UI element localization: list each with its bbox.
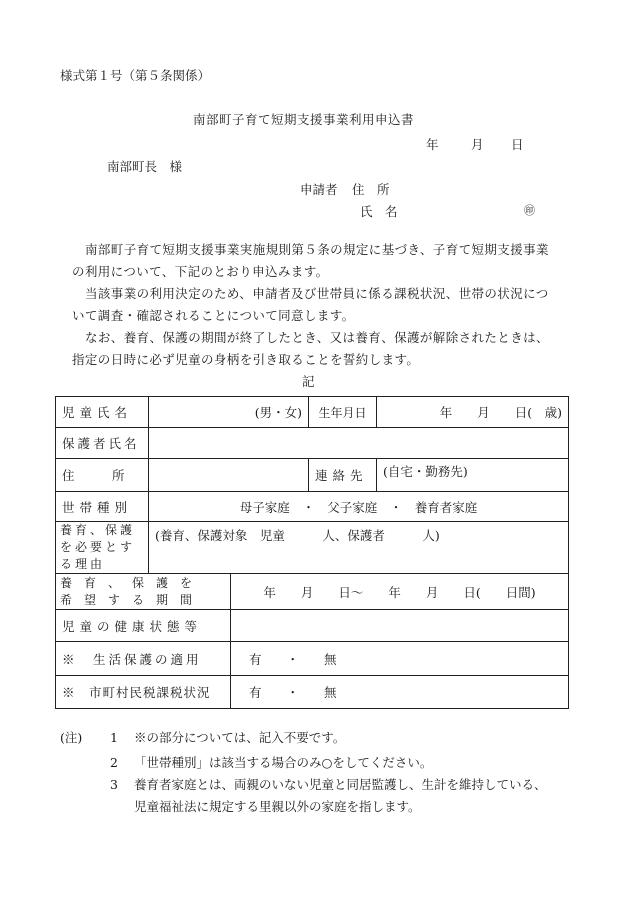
period-cell[interactable]: 年 月 日～ 年 月 日( 日間) bbox=[231, 574, 569, 610]
note-1-text: ※の部分については、記入不要です。 bbox=[134, 730, 346, 745]
date-day: 日 bbox=[511, 137, 524, 152]
date-year: 年 bbox=[426, 137, 439, 152]
form-number: 様式第１号（第５条関係） bbox=[60, 68, 211, 83]
birthdate-label: 生年月日 bbox=[309, 397, 377, 428]
paragraph-3: なお、養育、保護の期間が終了したとき、又は養育、保護が解除されたときは、指定の日時に必ず児童の身柄を引き取ることを誓約します。 bbox=[72, 330, 549, 367]
period-label: 養育、保護を希望する期間 bbox=[56, 574, 231, 610]
notes-prefix: (注) bbox=[60, 730, 83, 745]
household-type-label: 世帯種別 bbox=[56, 492, 149, 522]
applicant-name-label: 氏 名 bbox=[360, 204, 398, 219]
seal-mark: ㊞ bbox=[524, 204, 535, 217]
paragraph-1: 南部町子育て短期支援事業実施規則第５条の規定に基づき、子育て短期支援事業の利用について、下記のとおり申込みます。 bbox=[72, 242, 549, 279]
application-table bbox=[55, 396, 569, 709]
health-cell[interactable] bbox=[231, 610, 569, 642]
note-1-number: 1 bbox=[110, 730, 118, 745]
guardian-name-cell[interactable] bbox=[149, 428, 569, 459]
contact-cell[interactable]: (自宅・勤務先) bbox=[377, 459, 569, 492]
household-type-options[interactable]: 母子家庭 ・ 父子家庭 ・ 養育者家庭 bbox=[149, 492, 569, 522]
row-period bbox=[56, 574, 569, 610]
note-2-text: 「世帯種別」は該当する場合のみ○をしてください。 bbox=[134, 755, 433, 770]
birthdate-cell[interactable]: 年 月 日( 歳) bbox=[377, 397, 569, 428]
row-guardian-name bbox=[56, 428, 569, 459]
child-name-cell[interactable] bbox=[149, 397, 309, 428]
address-label: 住 所 bbox=[56, 459, 149, 492]
note-2-number: 2 bbox=[110, 755, 118, 770]
welfare-label: ※ 生活保護の適用 bbox=[56, 642, 231, 676]
row-household-type bbox=[56, 492, 569, 522]
row-child-name bbox=[56, 397, 569, 428]
reason-label: 養育、保護を必要とする理由 bbox=[56, 522, 149, 574]
address-cell[interactable] bbox=[149, 459, 309, 492]
row-welfare bbox=[56, 642, 569, 676]
tax-options[interactable]: 有 ・ 無 bbox=[231, 676, 569, 709]
row-reason bbox=[56, 522, 569, 574]
addressee: 南部町長 様 bbox=[107, 159, 183, 174]
child-name-label: 児童氏名 bbox=[56, 397, 149, 428]
ki-heading: 記 bbox=[302, 374, 315, 389]
row-health bbox=[56, 610, 569, 642]
date-month: 月 bbox=[471, 137, 484, 152]
health-label: 児童の健康状態等 bbox=[56, 610, 231, 642]
row-tax bbox=[56, 676, 569, 709]
welfare-options[interactable]: 有 ・ 無 bbox=[231, 642, 569, 676]
note-3-number: 3 bbox=[110, 777, 118, 792]
applicant-address-label: 住 所 bbox=[352, 182, 390, 197]
paragraph-2: 当該事業の利用決定のため、申請者及び世帯員に係る課税状況、世帯の状況について調査・確認されることについて同意します。 bbox=[72, 286, 549, 323]
reason-cell[interactable]: (養育、保護対象 児童 人、保護者 人) bbox=[149, 522, 569, 574]
applicant-label: 申請者 bbox=[300, 182, 338, 197]
gender-options: (男・女) bbox=[254, 405, 303, 420]
tax-label: ※ 市町村民税課税状況 bbox=[56, 676, 231, 709]
row-address bbox=[56, 459, 569, 492]
note-3-text: 養育者家庭とは、両親のいない児童と同居監護し、生計を維持している、児童福祉法に規定する里親以外の家庭を指します。 bbox=[134, 777, 547, 814]
contact-label: 連絡先 bbox=[309, 459, 377, 492]
document-title: 南部町子育て短期支援事業利用申込書 bbox=[193, 112, 415, 127]
guardian-name-label: 保護者氏名 bbox=[56, 428, 149, 459]
